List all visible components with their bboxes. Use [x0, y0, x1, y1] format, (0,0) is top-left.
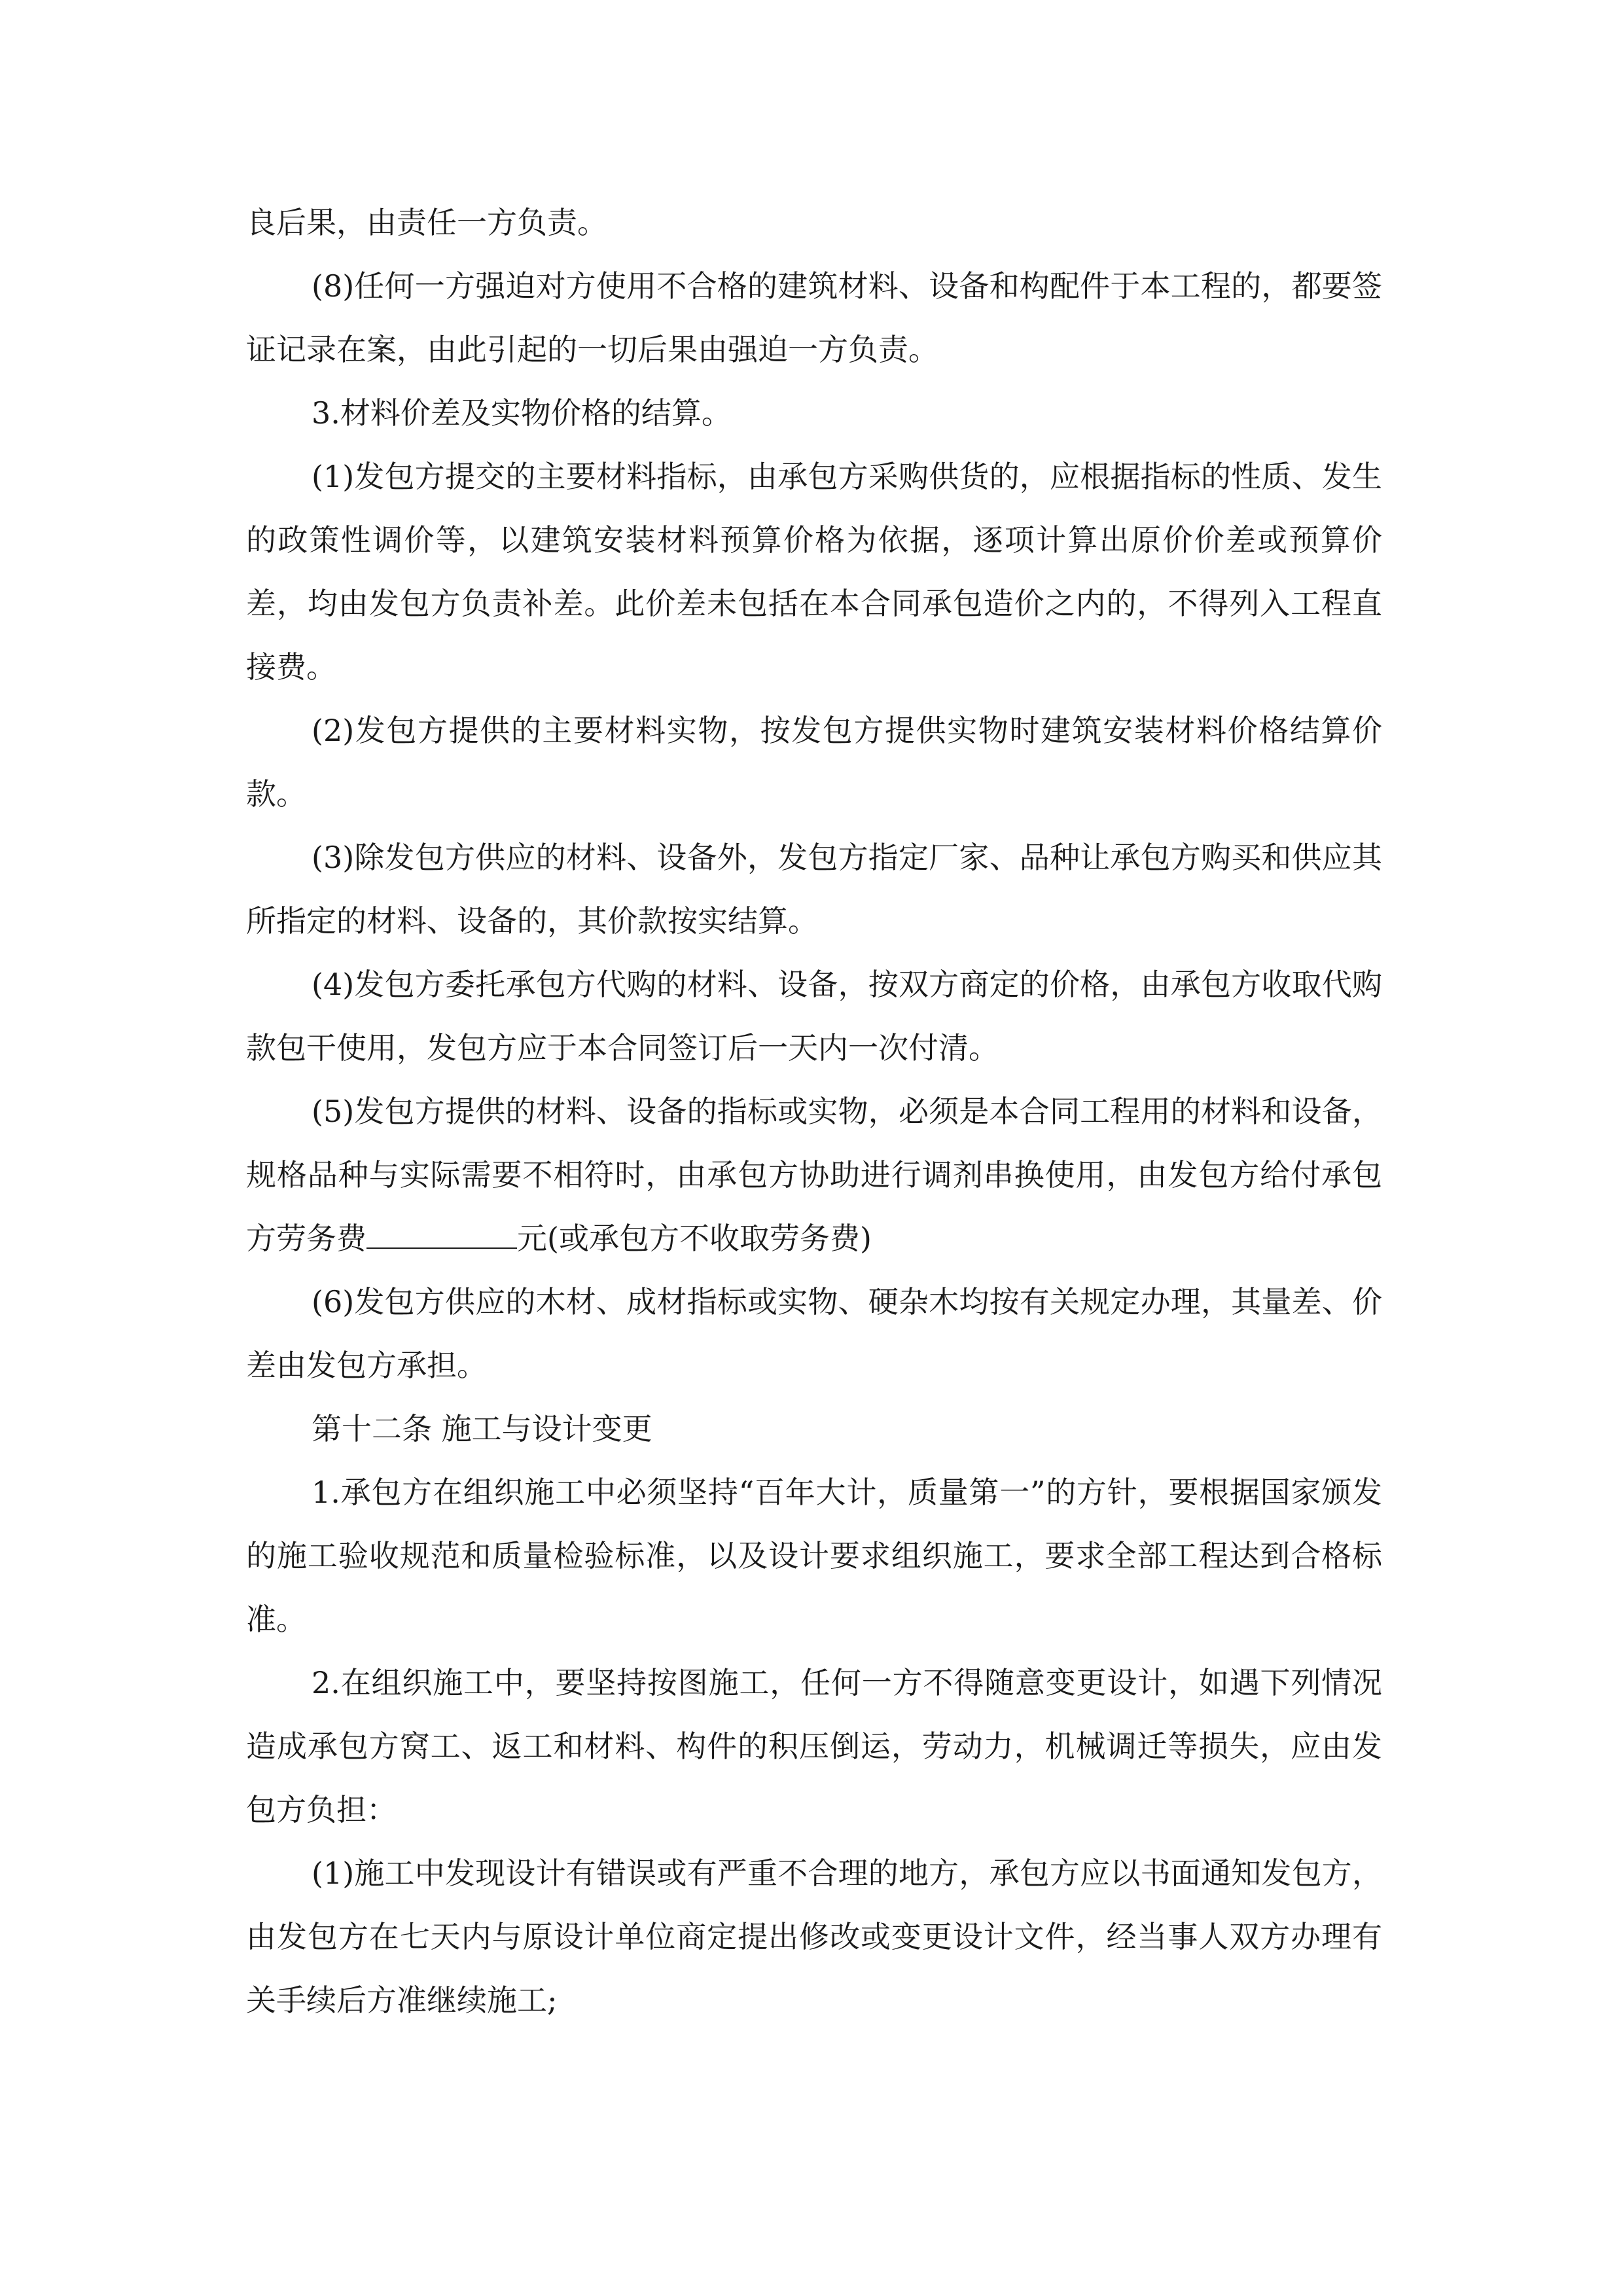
paragraph-section-3-heading: 3.材料价差及实物价格的结算。: [312, 395, 732, 431]
paragraph-consequence-end: 良后果，由责任一方负责。: [246, 205, 607, 240]
paragraph-item-1: (1)发包方提交的主要材料指标，由承包方采购供货的，应根据指标的性质、发生的政策性调价等，以建筑安装材料预算价格为依据，逐项计算出原价价差或预算价差，均由发包方负责补差。此价差未包括在本合同承包造价之内的，不得列入工程直接费。: [246, 459, 1382, 685]
paragraph-item-5-text-before: (5)发包方提供的材料、设备的指标或实物，必须是本合同工程用的材料和设备，规格品种与实际需要不相符时，由承包方协助进行调剂串换使用，由发包方给付承包方劳务费: [246, 1094, 1382, 1256]
paragraph-item-4: (4)发包方委托承包方代购的材料、设备，按双方商定的价格，由承包方收取代购款包干使用，发包方应于本合同签订后一天内一次付清。: [246, 967, 1382, 1066]
document-body: [246, 191, 1382, 2032]
paragraph-article-12-item-1: 1.承包方在组织施工中必须坚持“百年大计，质量第一”的方针，要根据国家颁发的施工验收规范和质量检验标准，以及设计要求组织施工，要求全部工程达到合格标准。: [246, 1475, 1382, 1637]
paragraph-item-5: [246, 1080, 1382, 1270]
labor-fee-blank: [366, 1221, 517, 1249]
article-12-heading: 第十二条 施工与设计变更: [312, 1411, 652, 1446]
paragraph-item-2: (2)发包方提供的主要材料实物，按发包方提供实物时建筑安装材料价格结算价款。: [246, 713, 1382, 812]
paragraph-clause-8: (8)任何一方强迫对方使用不合格的建筑材料、设备和构配件于本工程的，都要签证记录在案，由此引起的一切后果由强迫一方负责。: [246, 268, 1382, 367]
paragraph-item-6: (6)发包方供应的木材、成材指标或实物、硬杂木均按有关规定办理，其量差、价差由发包方承担。: [246, 1284, 1382, 1383]
paragraph-design-error-item: (1)施工中发现设计有错误或有严重不合理的地方，承包方应以书面通知发包方，由发包方在七天内与原设计单位商定提出修改或变更设计文件，经当事人双方办理有关手续后方准继续施工;: [246, 1856, 1382, 2018]
paragraph-article-12-item-2: 2.在组织施工中，要坚持按图施工，任何一方不得随意变更设计，如遇下列情况造成承包方窝工、返工和材料、构件的积压倒运，劳动力，机械调迁等损失，应由发包方负担：: [246, 1665, 1382, 1827]
paragraph-item-5-text-after: 元(或承包方不收取劳务费): [517, 1221, 872, 1256]
paragraph-item-3: (3)除发包方供应的材料、设备外，发包方指定厂家、品种让承包方购买和供应其所指定的材料、设备的，其价款按实结算。: [246, 840, 1382, 939]
